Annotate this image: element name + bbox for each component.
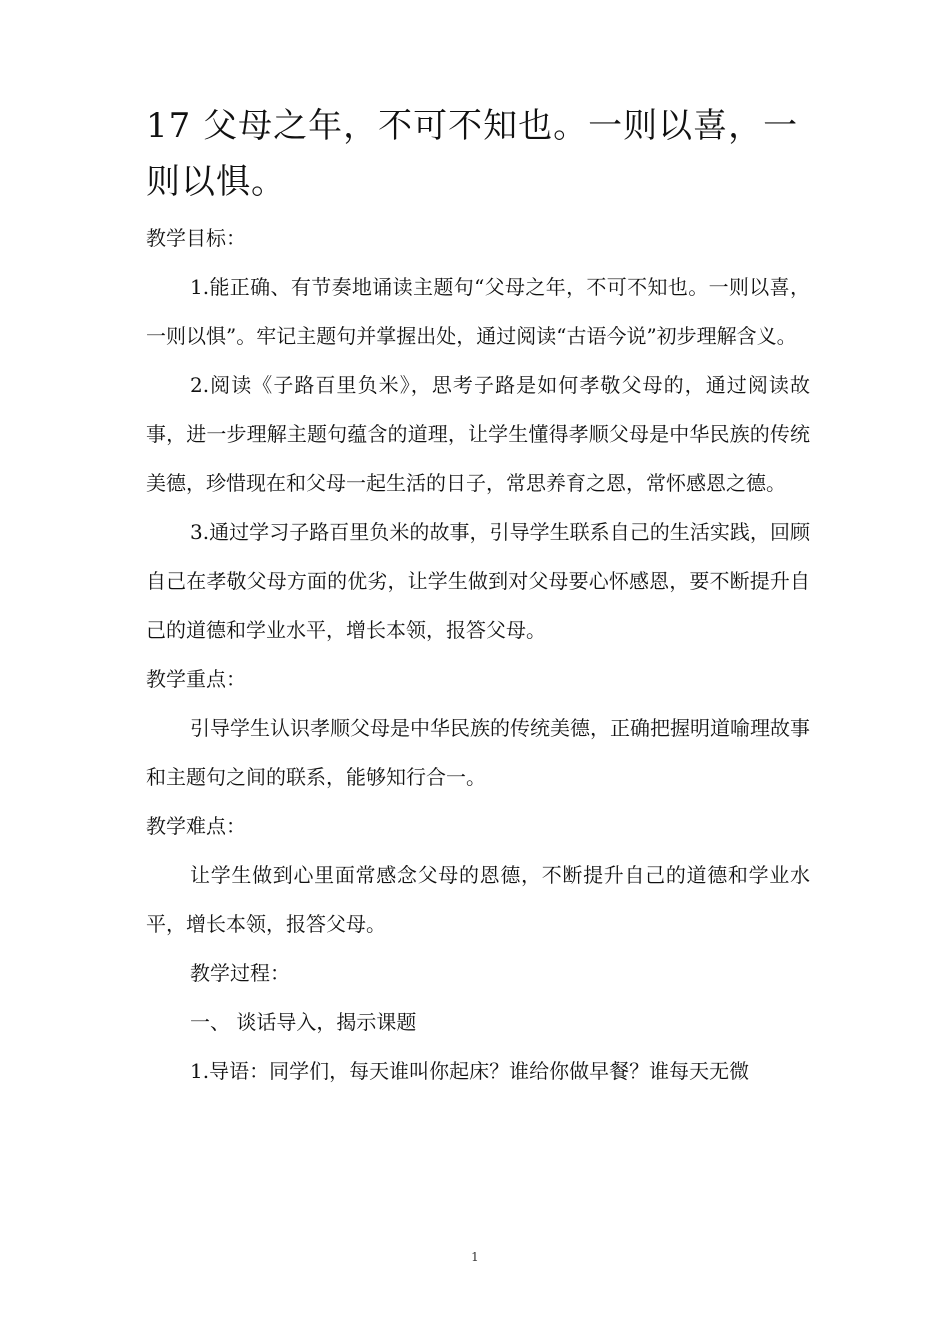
objective-2: 2.阅读《子路百里负米》，思考子路是如何孝敬父母的，通过阅读故事，进一步理解主题句蕴含的道理，让学生懂得孝顺父母是中华民族的传统美德，珍惜现在和父母一起生活的日子，常思养育之恩，常怀感恩之德。: [146, 373, 810, 495]
process-step-1-heading: 一、 谈话导入，揭示课题: [190, 1010, 417, 1034]
page-number: 1: [471, 1250, 479, 1264]
document-body: [146, 214, 810, 1096]
process-intro-text: 1.导语：同学们，每天谁叫你起床？谁给你做早餐？谁每天无微: [190, 1059, 750, 1083]
heading-objectives: 教学目标：: [146, 226, 246, 250]
heading-process: 教学过程：: [190, 961, 290, 985]
difficulties-text: 让学生做到心里面常感念父母的恩德，不断提升自己的道德和学业水平，增长本领，报答父母。: [146, 863, 810, 936]
key-points-text: 引导学生认识孝顺父母是中华民族的传统美德，正确把握明道喻理故事和主题句之间的联系，能够知行合一。: [146, 716, 810, 789]
objective-3: 3.通过学习子路百里负米的故事，引导学生联系自己的生活实践，回顾自己在孝敬父母方面的优劣，让学生做到对父母要心怀感恩，要不断提升自己的道德和学业水平，增长本领，报答父母。: [146, 520, 810, 642]
heading-key-points: 教学重点：: [146, 667, 246, 691]
heading-difficulties: 教学难点：: [146, 814, 246, 838]
objective-1: 1.能正确、有节奏地诵读主题句“父母之年，不可不知也。一则以喜，一则以惧”。牢记主题句并掌握出处，通过阅读“古语今说”初步理解含义。: [146, 275, 810, 348]
document-title: 17 父母之年，不可不知也。一则以喜，一则以惧。: [146, 106, 799, 202]
